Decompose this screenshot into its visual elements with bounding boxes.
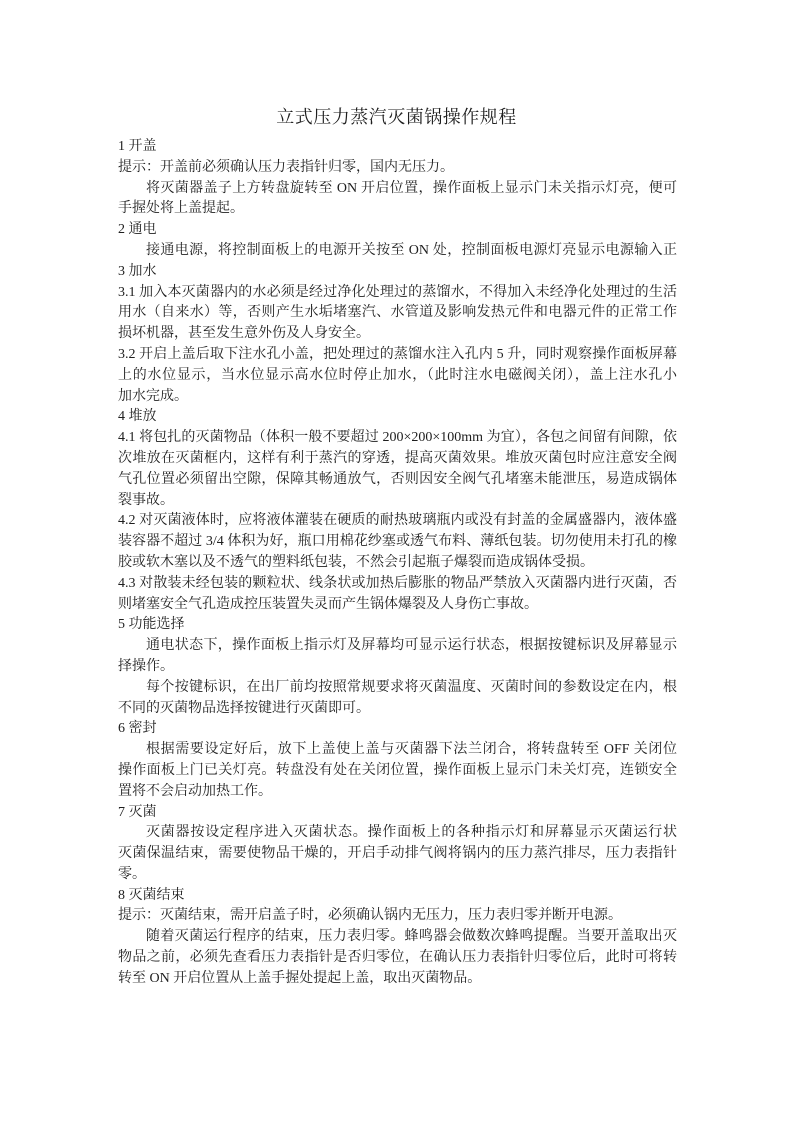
section (118, 137, 677, 220)
paragraph (118, 927, 677, 989)
text-line: 损坏机器，甚至发生意外伤及人身安全。 (118, 326, 370, 342)
section (118, 262, 677, 408)
paragraph (118, 636, 677, 678)
paragraph (118, 823, 677, 885)
text-line: 3.1 加入本灭菌器内的水必须是经过净化处理过的蒸馏水，不得加入未经净化处理过的生活 (118, 284, 677, 300)
text-line: 提示：灭菌结束，需开启盖子时，必须确认锅内无压力，压力表归零并断开电源。 (118, 908, 622, 924)
text-line: 接通电源，将控制面板上的电源开关按至 ON 处，控制面板电源灯亮显示电源输入正 (146, 242, 677, 258)
text-line: 加水完成。 (118, 388, 188, 404)
text-line: 裂事故。 (118, 492, 174, 508)
section-heading: 2 通电 (118, 222, 157, 238)
text-line: 每个按键标识，在出厂前均按照常规要求将灭菌温度、灭菌时间的参数设定在内，根 (146, 679, 677, 695)
text-line: 根据需要设定好后，放下上盖使上盖与灭菌器下法兰闭合，将转盘转至 OFF 关闭位 (146, 742, 677, 758)
text-line: 3.2 开启上盖后取下注水孔小盖，把处理过的蒸馏水注入孔内 5 升，同时观察操作面板屏幕 (118, 346, 677, 362)
paragraph (118, 574, 677, 616)
paragraph (118, 158, 677, 179)
paragraph (118, 179, 677, 221)
section (118, 615, 677, 719)
paragraph (118, 345, 677, 407)
text-line: 随着灭菌运行程序的结束，压力表归零。蜂鸣器会做数次蜂鸣提醒。当要开盖取出灭 (146, 929, 677, 945)
text-line: 将灭菌器盖子上方转盘旋转至 ON 开启位置，操作面板上显示门未关指示灯亮，便可 (146, 180, 677, 196)
section (118, 886, 677, 990)
section-heading: 4 堆放 (118, 409, 157, 425)
text-line: 气孔位置必须留出空隙，保障其畅通放气，否则因安全阀气孔堵塞未能泄压，易造成锅体 (118, 471, 677, 487)
text-line: 上的水位显示，当水位显示高水位时停止加水，（此时注水电磁阀关闭），盖上注水孔小 (118, 367, 677, 383)
text-line: 物品之前，必须先查看压力表指针是否归零位，在确认压力表指针归零位后，此时可将转 (118, 950, 677, 966)
text-line: 择操作。 (118, 658, 174, 674)
text-line: 提示：开盖前必须确认压力表指针归零，国内无压力。 (118, 159, 454, 175)
text-line: 灭菌保温结束，需要使物品干燥的，开启手动排气阀将锅内的压力蒸汽排尽，压力表指针 (118, 846, 677, 862)
paragraph (118, 906, 677, 927)
text-line: 次堆放在灭菌框内，这样有利于蒸汽的穿透，提高灭菌效果。堆放灭菌包时应注意安全阀 (118, 450, 677, 466)
paragraph (118, 678, 677, 720)
document-body (118, 137, 677, 990)
paragraph (118, 241, 677, 262)
text-line: 4.3 对散装未经包装的颗粒状、线条状或加热后膨胀的物品严禁放入灭菌器内进行灭菌，否 (118, 575, 677, 591)
section-heading: 8 灭菌结束 (118, 887, 185, 903)
paragraph (118, 283, 677, 345)
section (118, 407, 677, 615)
paragraph (118, 428, 677, 511)
text-line: 转至 ON 开启位置从上盖手握处提起上盖，取出灭菌物品。 (118, 970, 482, 986)
text-line: 通电状态下，操作面板上指示灯及屏幕均可显示运行状态，根据按键标识及屏幕显示 (146, 638, 677, 654)
text-line: 4.1 将包扎的灭菌物品（体积一般不要超过 200×200×100mm 为宜），各包之间留有间隙，依 (118, 430, 677, 446)
text-line: 零。 (118, 866, 146, 882)
document-title: 立式压力蒸汽灭菌锅操作规程 (276, 107, 517, 127)
section-heading: 3 加水 (118, 263, 157, 279)
text-line: 装容器不超过 3/4 体积为好，瓶口用棉花纱塞或透气布料、薄纸包装。切勿使用未打孔的橡 (118, 534, 677, 550)
text-line: 则堵塞安全气孔造成控压装置失灵而产生锅体爆裂及人身伤亡事故。 (118, 596, 538, 612)
section-heading: 1 开盖 (118, 139, 157, 154)
paragraph (118, 511, 677, 573)
text-line: 灭菌器按设定程序进入灭菌状态。操作面板上的各种指示灯和屏幕显示灭菌运行状 (146, 825, 677, 841)
section (118, 719, 677, 802)
text-line: 操作面板上门已关灯亮。转盘没有处在关闭位置，操作面板上显示门未关灯亮，连锁安全 (118, 762, 677, 778)
text-line: 胶或软木塞以及不透气的塑料纸包装，不然会引起瓶子爆裂而造成锅体受损。 (118, 554, 594, 570)
section (118, 803, 677, 886)
text-line: 用水（自来水）等，否则产生水垢堵塞汽、水管道及影响发热元件和电器元件的正常工作 (118, 305, 677, 321)
section-heading: 7 灭菌 (118, 804, 157, 820)
text-line: 4.2 对灭菌液体时，应将液体灌装在硬质的耐热玻璃瓶内或没有封盖的金属盛器内，液体盛 (118, 513, 677, 529)
text-line: 手握处将上盖提起。 (118, 201, 244, 217)
section (118, 220, 677, 262)
section-heading: 5 功能选择 (118, 617, 185, 633)
paragraph (118, 740, 677, 802)
text-line: 置将不会启动加热工作。 (118, 783, 272, 799)
text-line: 不同的灭菌物品选择按键进行灭菌即可。 (118, 700, 370, 716)
section-heading: 6 密封 (118, 721, 157, 737)
